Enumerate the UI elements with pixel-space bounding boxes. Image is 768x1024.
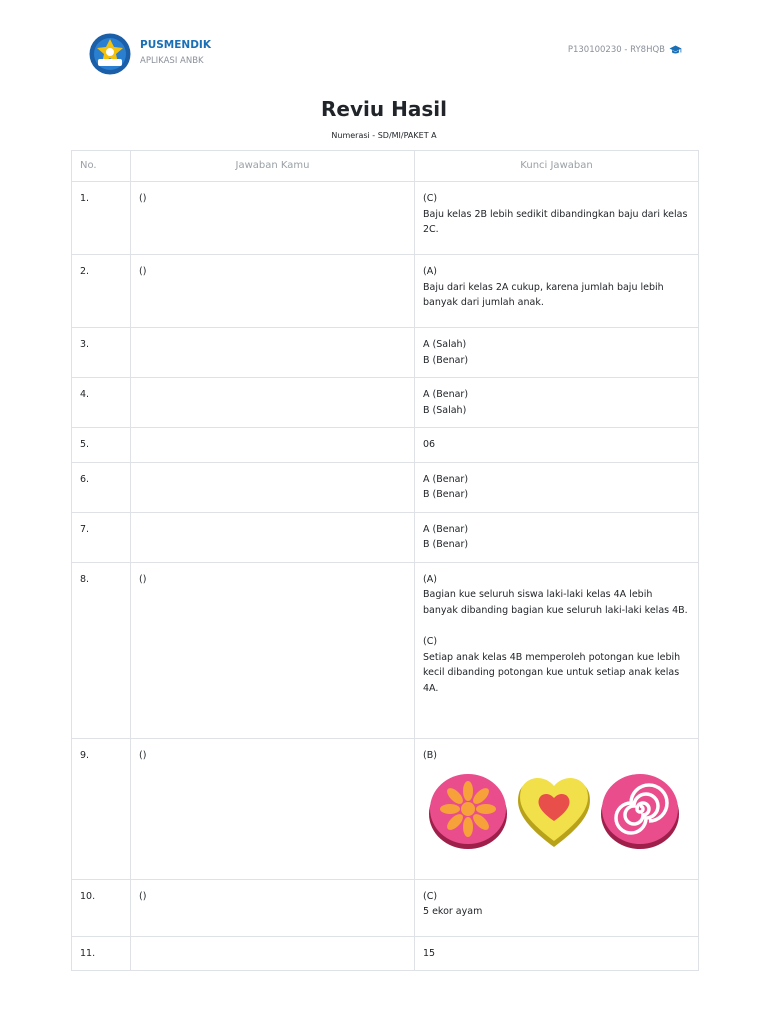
row-key (415, 562, 699, 738)
row-number: 9. (72, 738, 131, 879)
row-answer: () (131, 182, 415, 255)
brand-subtitle: APLIKASI ANBK (140, 56, 204, 66)
column-header-key: Kunci Jawaban (415, 151, 699, 182)
row-number: 11. (72, 936, 131, 971)
row-number: 2. (72, 255, 131, 328)
page-title: Reviu Hasil (321, 97, 447, 121)
key-line: A (Benar) (423, 389, 469, 400)
table-row (72, 182, 699, 255)
key-option: (C) (423, 193, 438, 204)
key-line: B (Salah) (423, 404, 467, 416)
table-row (72, 562, 699, 738)
row-answer: () (131, 255, 415, 328)
table-row (72, 255, 699, 328)
column-header-answer: Jawaban Kamu (131, 151, 415, 182)
key-option: (A) (423, 573, 437, 585)
table-row (72, 738, 699, 879)
row-key (415, 328, 699, 378)
key-line: B (Benar) (423, 539, 469, 550)
key-line: A (Salah) (423, 339, 467, 350)
table-header-row (72, 151, 699, 182)
key-line: A (Benar) (423, 473, 469, 485)
candies-image (427, 769, 690, 851)
table-row (72, 378, 699, 428)
user-info (568, 45, 682, 55)
table-row (72, 428, 699, 463)
row-key (415, 936, 699, 971)
key-line: B (Benar) (423, 489, 469, 500)
row-answer (131, 378, 415, 428)
row-key (415, 462, 699, 512)
row-answer (131, 936, 415, 971)
key-text: Baju kelas 2B lebih sedikit dibandingkan baju dari kelas 2C. (423, 208, 688, 235)
tut-wuri-handayani-logo (88, 33, 132, 75)
row-number: 4. (72, 378, 131, 428)
row-key (415, 255, 699, 328)
row-number: 3. (72, 328, 131, 378)
pink-flower-candy-icon (427, 769, 509, 851)
row-key (415, 738, 699, 879)
row-answer (131, 428, 415, 463)
app-header (88, 33, 688, 75)
row-number: 8. (72, 562, 131, 738)
key-text: 5 ekor ayam (423, 906, 483, 917)
row-number: 7. (72, 512, 131, 562)
key-option: (C) (423, 636, 438, 647)
table-row (72, 879, 699, 936)
row-answer: () (131, 738, 415, 879)
user-code: P130100230 - RY8HQB (567, 45, 665, 55)
page-subtitle: Numerasi - SD/MI/PAKET A (331, 131, 437, 140)
table-row (72, 328, 699, 378)
key-line: B (Benar) (423, 354, 469, 366)
key-option: (A) (423, 266, 437, 277)
review-table (71, 150, 699, 971)
column-header-no: No. (72, 151, 131, 182)
key-line: 15 (423, 947, 436, 959)
key-line: A (Benar) (423, 523, 469, 535)
row-number: 10. (72, 879, 131, 936)
row-answer (131, 462, 415, 512)
table-row (72, 512, 699, 562)
row-answer: () (131, 879, 415, 936)
key-text: Setiap anak kelas 4B memperoleh potongan kue lebih kecil dibanding potongan kue untuk setiap anak kelas 4A. (423, 651, 681, 694)
row-key (415, 182, 699, 255)
key-text: Bagian kue seluruh siswa laki-laki kelas 4A lebih banyak dibanding bagian kue seluruh laki-laki kelas 4B. (423, 589, 688, 616)
row-key (415, 879, 699, 936)
row-number: 1. (72, 182, 131, 255)
row-answer: () (131, 562, 415, 738)
key-line: 06 (423, 439, 436, 450)
pink-spiral-candy-icon (599, 769, 681, 851)
row-key (415, 512, 699, 562)
row-key (415, 428, 699, 463)
table-row (72, 936, 699, 971)
row-answer (131, 328, 415, 378)
key-text: Baju dari kelas 2A cukup, karena jumlah baju lebih banyak dari jumlah anak. (423, 281, 664, 308)
row-number: 5. (72, 428, 131, 463)
row-key (415, 378, 699, 428)
graduation-cap-icon (669, 45, 682, 55)
row-answer (131, 512, 415, 562)
yellow-heart-candy-icon (513, 769, 595, 851)
key-option: (C) (423, 890, 438, 902)
table-row (72, 462, 699, 512)
row-number: 6. (72, 462, 131, 512)
key-option: (B) (423, 749, 437, 761)
brand-title: PUSMENDIK (140, 39, 211, 51)
